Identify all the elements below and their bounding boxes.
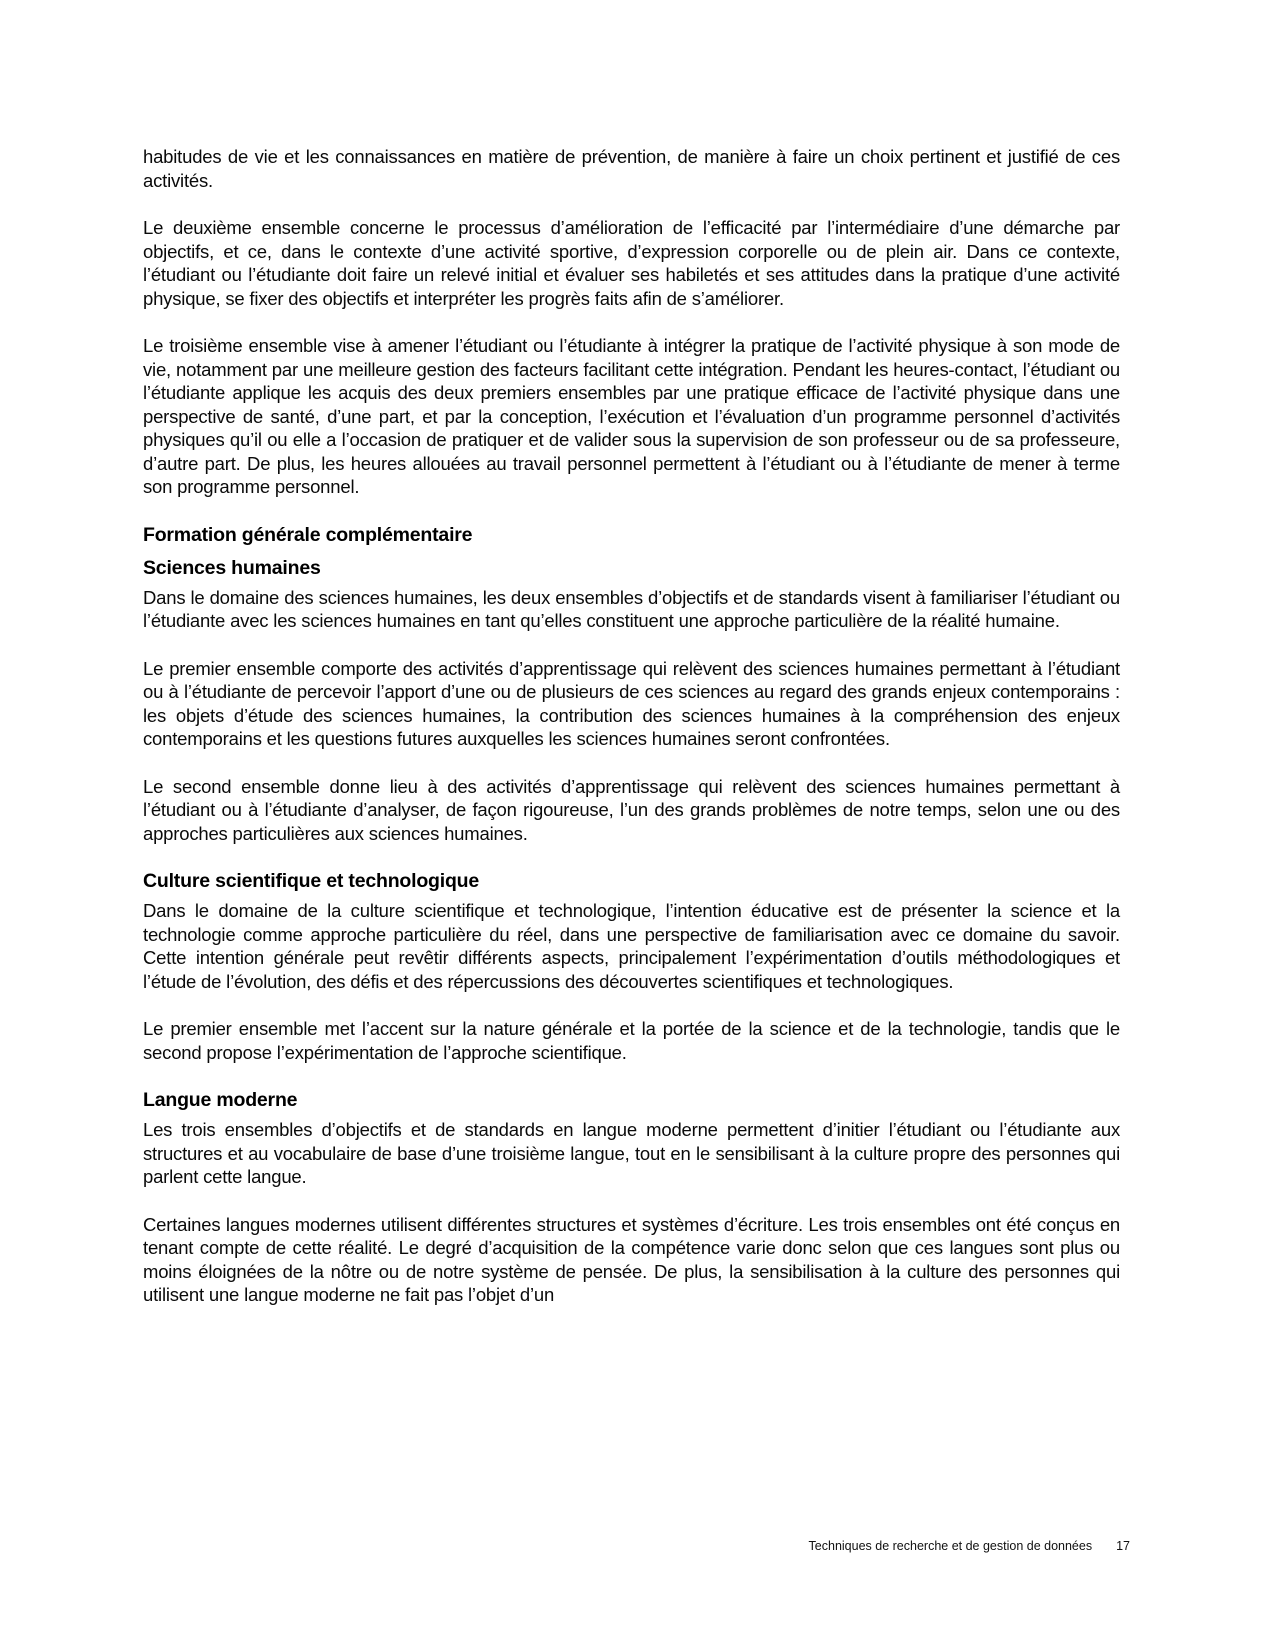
footer-document-title: Techniques de recherche et de gestion de données — [808, 1539, 1093, 1553]
paragraph-sciences-humaines-second-ensemble: Le second ensemble donne lieu à des activités d’apprentissage qui relèvent des sciences humaines permettant à l’étudiant ou à l’étudiante d’analyser, de façon rigoureuse, l’un des grands problèmes de notre temps, selon une ou des approches particulières aux sciences humaines. — [143, 775, 1120, 844]
heading-formation-generale-complementaire: Formation générale complémentaire — [143, 523, 473, 546]
heading-sciences-humaines: Sciences humaines — [143, 556, 321, 579]
paragraph-troisieme-ensemble: Le troisième ensemble vise à amener l’étudiant ou l’étudiante à intégrer la pratique de l’activité physique à son mode de vie, notamment par une meilleure gestion des facteurs facilitant cette intégration. Pendant les heures-contact, l’étudiant ou l’étudiante applique les acquis des deux premiers ensembles par une pratique efficace de l’activité physique dans une perspective de santé, d’une part, et par la conception, l’exécution et l’évaluation d’un programme personnel d’activités physiques qu’il ou elle a l’occasion de pratiquer et de valider sous la supervision de son professeur ou de sa professeure, d’autre part. De plus, les heures allouées au travail personnel permettent à l’étudiant ou à l’étudiante de mener à terme son programme personnel. — [143, 335, 1120, 497]
paragraph-deuxieme-ensemble: Le deuxième ensemble concerne le processus d’amélioration de l’efficacité par l’intermédiaire d’une démarche par objectifs, et ce, dans le contexte d’une activité sportive, d’expression corporelle ou de plein air. Dans ce contexte, l’étudiant ou l’étudiante doit faire un relevé initial et évaluer ses habiletés et ses attitudes dans la pratique d’une activité physique, se fixer des objectifs et interpréter les progrès faits afin de s’améliorer. — [143, 217, 1120, 309]
paragraph-culture-scientifique-intro: Dans le domaine de la culture scientifique et technologique, l’intention éducative est de présenter la science et la technologie comme approche particulière du réel, dans une perspective de familiarisation avec ce domaine du savoir. Cette intention générale peut revêtir différents aspects, principalement l’expérimentation d’outils méthodologiques et l’étude de l’évolution, des défis et des répercussions des découvertes scientifiques et technologiques. — [143, 900, 1120, 992]
page-number: 17 — [1116, 1539, 1130, 1553]
paragraph-culture-scientifique-ensembles: Le premier ensemble met l’accent sur la nature générale et la portée de la science et de la technologie, tandis que le second propose l’expérimentation de l’approche scientifique. — [143, 1018, 1120, 1063]
paragraph-sciences-humaines-intro: Dans le domaine des sciences humaines, les deux ensembles d’objectifs et de standards visent à familiariser l’étudiant ou l’étudiante avec les sciences humaines en tant qu’elles constituent une approche particulière de la réalité humaine. — [143, 586, 1120, 631]
paragraph-langue-moderne-structures: Certaines langues modernes utilisent différentes structures et systèmes d’écriture. Les trois ensembles ont été conçus en tenant compte de cette réalité. Le degré d’acquisition de la compétence varie donc selon que ces langues sont plus ou moins éloignées de la nôtre ou de notre système de pensée. De plus, la sensibilisation à la culture des personnes qui utilisent une langue moderne ne fait pas l’objet d’un — [143, 1213, 1120, 1305]
heading-culture-scientifique-et-technologique: Culture scientifique et technologique — [143, 870, 480, 892]
heading-langue-moderne: Langue moderne — [143, 1089, 298, 1111]
page-footer — [143, 1538, 1130, 1554]
paragraph-sciences-humaines-premier-ensemble: Le premier ensemble comporte des activités d’apprentissage qui relèvent des sciences humaines permettant à l’étudiant ou à l’étudiante de percevoir l’apport d’une ou de plusieurs de ces sciences au regard des grands enjeux contemporains : les objets d’étude des sciences humaines, la contribution des sciences humaines à la compréhension des enjeux contemporains et les questions futures auxquelles les sciences humaines seront confrontées. — [143, 657, 1120, 749]
document-body — [143, 145, 1120, 1331]
paragraph-continuation: habitudes de vie et les connaissances en matière de prévention, de manière à faire un choix pertinent et justifié de ces activités. — [143, 146, 1120, 191]
paragraph-langue-moderne-intro: Les trois ensembles d’objectifs et de standards en langue moderne permettent d’initier l’étudiant ou l’étudiante aux structures et au vocabulaire de base d’une troisième langue, tout en le sensibilisant à la culture propre des personnes qui parlent cette langue. — [143, 1119, 1120, 1187]
